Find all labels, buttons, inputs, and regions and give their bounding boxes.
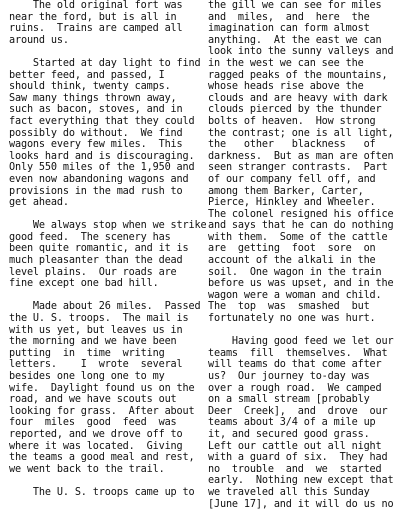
text-line: The top was smashed but: [208, 301, 370, 313]
text-line: The colonel resigned his office: [208, 208, 394, 220]
text-line: with a guard of six. They had: [208, 452, 388, 464]
text-line: the teams a good meal and rest,: [9, 452, 195, 464]
text-line: wagons every few miles. This: [9, 139, 183, 151]
text-line: the other blackness of: [208, 139, 376, 151]
text-line: with them. Some of the cattle: [208, 231, 388, 243]
left-column: [9, 0, 207, 499]
text-line: [June 17], and it will do us no: [208, 498, 394, 510]
text-line: should think, twenty camps.: [9, 81, 171, 93]
text-line: even now abandoning wagons and: [9, 173, 189, 185]
text-line: over a rough road. We camped: [208, 382, 382, 394]
text-line: provisions in the mad rush to: [9, 185, 183, 197]
text-line: whose heads rise above the: [208, 81, 364, 93]
paragraph: [9, 487, 195, 499]
text-line: road, and we have scouts out: [9, 394, 177, 406]
text-line: Saw many things thrown away,: [9, 92, 177, 104]
text-line: ragged peaks of the mountains,: [208, 69, 388, 81]
text-line: We always stop when we strike: [9, 220, 207, 232]
text-line: account of the alkali in the: [208, 255, 376, 267]
text-line: wagon were a woman and child.: [208, 289, 382, 301]
text-line: clouds and are heavy with dark: [208, 92, 388, 104]
text-line: imagination can form almost: [208, 23, 370, 35]
text-line: The old original fort was: [9, 0, 183, 11]
paragraph: [9, 57, 201, 209]
text-line: among them Barker, Carter,: [208, 185, 364, 197]
text-line: before us was upset, and in the: [208, 278, 394, 290]
text-line: around us.: [9, 34, 69, 46]
paragraph-gap: [9, 475, 195, 487]
paragraph-gap: [9, 290, 195, 302]
text-line: level plains. Our roads are: [9, 266, 177, 278]
text-line: it, and secured good grass.: [208, 428, 370, 440]
text-line: teams fill themselves. What: [208, 347, 388, 359]
text-line: anything. At the east we can: [208, 34, 382, 46]
text-line: reported, and we drove off to: [9, 428, 183, 440]
text-line: on a small stream [probably: [208, 394, 370, 406]
text-line: Started at day light to find: [9, 57, 201, 69]
text-line: fact everything that they could: [9, 115, 195, 127]
paragraph-gap: [9, 209, 195, 221]
text-line: Made about 26 miles. Passed: [9, 301, 201, 313]
text-line: ruins. Trains are camped all: [9, 23, 183, 35]
paragraph: [9, 220, 207, 290]
text-line: such as bacon, stoves, and in: [9, 104, 183, 116]
text-line: seen stranger contrasts. Part: [208, 162, 388, 174]
text-line: Pierce, Hinkley and Wheeler.: [208, 197, 376, 209]
text-line: fine except one bad hill.: [9, 278, 159, 290]
text-line: Left our cattle out all night: [208, 440, 382, 452]
text-line: possibly do without. We find: [9, 127, 183, 139]
paragraph-gap: [9, 46, 195, 58]
text-line: us? Our journey to-day was: [208, 371, 370, 382]
text-line: the contrast; one is all light,: [208, 127, 394, 139]
text-line: where it was located. Giving: [9, 440, 183, 452]
text-line: early. Nothing new except that: [208, 475, 394, 487]
paragraph: [9, 301, 201, 475]
paragraph: [9, 0, 195, 46]
text-line: besides one long one to my: [9, 371, 165, 382]
text-line: we went back to the trail.: [9, 463, 165, 475]
text-line: soil. One wagon in the train: [208, 266, 382, 278]
paragraph: [208, 336, 394, 510]
text-line: Deer Creek], and drove our: [208, 405, 388, 417]
text-line: the U. S. troops. The mail is: [9, 313, 189, 325]
text-line: and miles, and here the: [208, 11, 370, 23]
text-line: clouds pierced by the thunder: [208, 104, 382, 116]
text-line: darkness. But as man are often: [208, 150, 394, 162]
text-line: letters. I wrote several: [9, 359, 183, 371]
text-line: been quite romantic, and it is: [9, 243, 189, 255]
text-line: will teams do that come after: [208, 359, 382, 371]
text-line: much pleasanter than the dead: [9, 255, 183, 267]
text-line: in the west we can see the: [208, 57, 364, 69]
text-line: of our company fell off, and: [208, 173, 376, 185]
text-line: the morning and we have been: [9, 336, 177, 348]
text-line: near the ford, but is all in: [9, 11, 177, 23]
paragraph-gap: [208, 325, 394, 337]
text-line: better feed, and passed, I: [9, 69, 165, 81]
text-line: fortunately no one was hurt.: [208, 313, 376, 325]
text-line: looking for grass. After about: [9, 405, 195, 417]
text-line: the gill we can see for miles: [208, 0, 382, 11]
text-line: Only 550 miles of the 1,950 and: [9, 162, 195, 174]
text-line: teams about 3/4 of a mile up: [208, 417, 376, 429]
text-line: looks hard and is discouraging.: [9, 150, 195, 162]
text-line: The U. S. troops came up to: [9, 486, 195, 498]
right-column: [208, 0, 394, 510]
text-line: no trouble and we started: [208, 463, 382, 475]
text-line: we traveled all this Sunday: [208, 486, 370, 498]
text-line: wife. Daylight found us on the: [9, 382, 195, 394]
text-line: putting in time writing: [9, 347, 165, 359]
text-line: and says that he can do nothing: [208, 220, 394, 232]
text-line: bolts of heaven. How strong: [208, 115, 376, 127]
text-line: look into the sunny valleys and: [208, 46, 394, 58]
text-line: Having good feed we let our: [208, 336, 394, 348]
text-line: with us yet, but leaves us in: [9, 324, 183, 336]
paragraph: [208, 0, 394, 325]
text-line: good feed. The scenery has: [9, 231, 171, 243]
text-line: four miles good feed was: [9, 417, 177, 429]
text-line: are getting foot sore on: [208, 243, 376, 255]
text-line: get ahead.: [9, 197, 69, 209]
